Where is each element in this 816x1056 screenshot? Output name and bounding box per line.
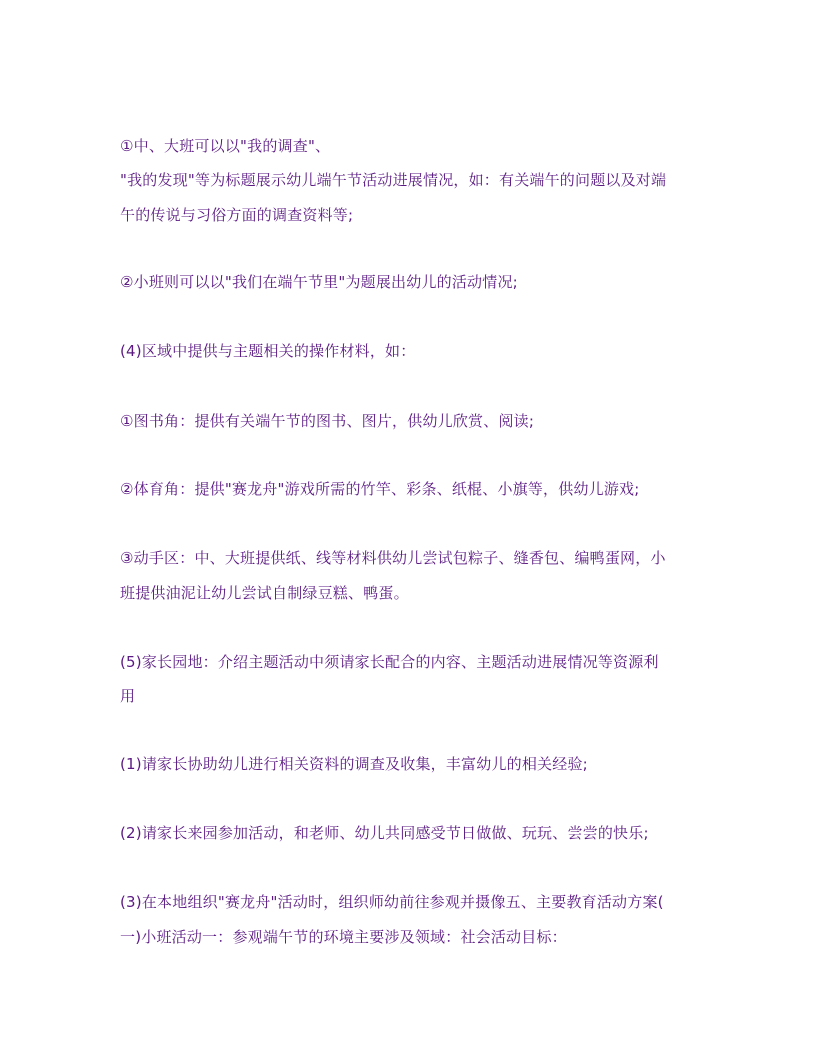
text-line-12: (1)请家长协助幼儿进行相关资料的调查及收集，丰富幼儿的相关经验; (120, 755, 588, 773)
text-line-11: 用 (120, 687, 136, 705)
text-line-6: ①图书角：提供有关端午节的图书、图片，供幼儿欣赏、阅读; (120, 412, 535, 430)
text-line-9: 班提供油泥让幼儿尝试自制绿豆糕、鸭蛋。 (120, 584, 409, 602)
text-line-1: ①中、大班可以以"我的调查"、 (120, 137, 331, 155)
text-line-4: ②小班则可以以"我们在端午节里"为题展出幼儿的活动情况; (120, 273, 518, 291)
text-line-5: (4)区域中提供与主题相关的操作材料，如： (120, 342, 416, 360)
text-line-14: (3)在本地组织"赛龙舟"活动时，组织师幼前往参观并摄像五、主要教育活动方案( (120, 893, 664, 911)
text-line-7: ②体育角：提供"赛龙舟"游戏所需的竹竿、彩条、纸棍、小旗等，供幼儿游戏; (120, 480, 640, 498)
text-line-3: 午的传说与习俗方面的调查资料等; (120, 206, 354, 224)
text-line-15: 一)小班活动一：参观端午节的环境主要涉及领域：社会活动目标： (120, 928, 567, 946)
text-line-13: (2)请家长来园参加活动，和老师、幼儿共同感受节日做做、玩玩、尝尝的快乐; (120, 824, 649, 842)
text-line-10: (5)家长园地：介绍主题活动中须请家长配合的内容、主题活动进展情况等资源利 (120, 653, 659, 671)
text-line-2: "我的发现"等为标题展示幼儿端午节活动进展情况，如：有关端午的问题以及对端 (120, 171, 667, 189)
text-line-8: ③动手区：中、大班提供纸、线等材料供幼儿尝试包粽子、缝香包、编鸭蛋网，小 (120, 549, 666, 567)
